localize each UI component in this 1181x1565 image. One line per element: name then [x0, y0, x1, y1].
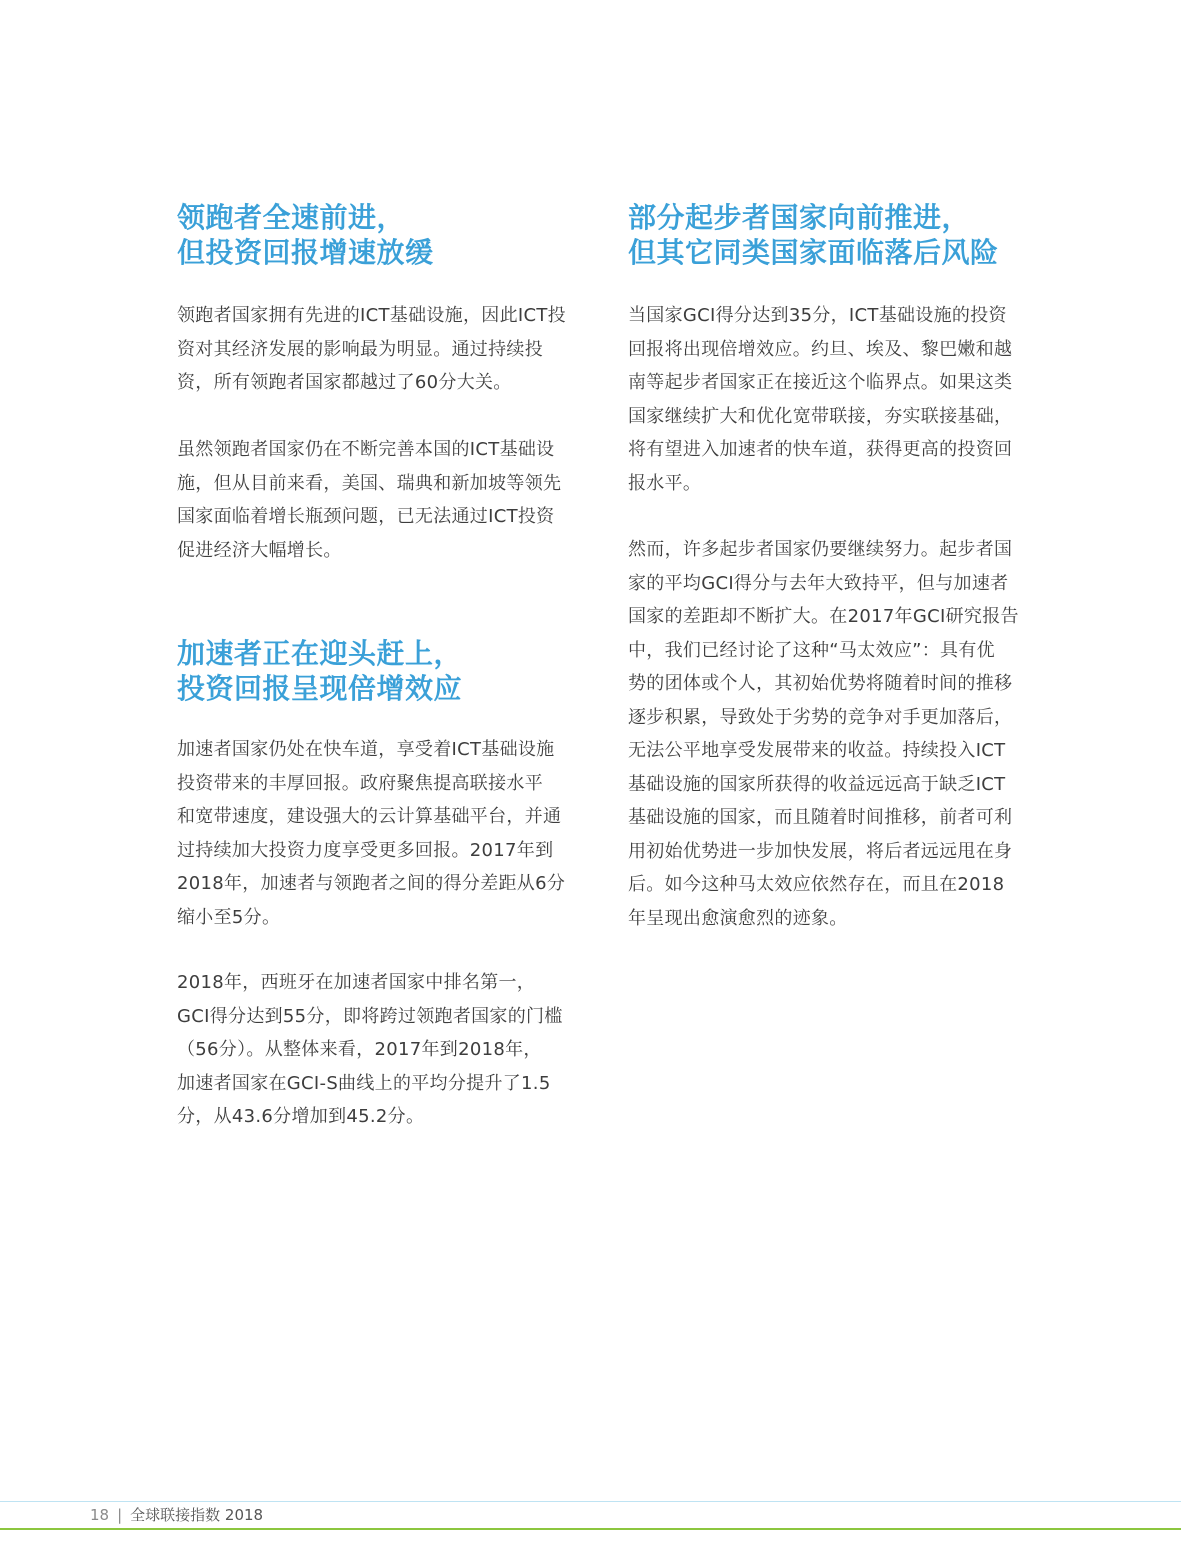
text-line: 用初始优势进一步加快发展，将后者远远甩在身	[628, 840, 1013, 862]
text-line: 投资带来的丰厚回报。政府聚焦提高联接水平	[177, 772, 543, 794]
text-line: 国家面临着增长瓶颈问题，已无法通过ICT投资	[177, 506, 555, 527]
text-line: 缩小至5分。	[177, 906, 281, 928]
text-line: 逐步积累，导致处于劣势的竞争对手更加落后，	[628, 706, 1013, 728]
text-line: 国家的差距却不断扩大。在2017年GCI研究报告	[628, 606, 1019, 627]
text-line: 中，我们已经讨论了这种“马太效应”：具有优	[628, 639, 995, 661]
footer-divider-top	[0, 1501, 1181, 1502]
heading-line: 但其它同类国家面临落后风险	[628, 236, 999, 269]
heading-line: 部分起步者国家向前推进，	[628, 201, 971, 234]
section-heading-accelerators	[177, 636, 462, 706]
paragraph-starters-2	[628, 533, 1019, 935]
paragraph-accelerators-2	[177, 966, 563, 1134]
text-line: 基础设施的国家所获得的收益远远高于缺乏ICT	[628, 773, 1006, 795]
text-line: 南等起步者国家正在接近这个临界点。如果这类	[628, 372, 1013, 393]
page-footer	[90, 1505, 263, 1525]
text-line: 势的团体或个人，其初始优势将随着时间的推移	[628, 673, 1013, 694]
text-line: 施，但从目前来看，美国、瑞典和新加坡等领先	[177, 472, 562, 494]
text-line: 将有望进入加速者的快车道，获得更高的投资回	[628, 439, 1013, 460]
text-line: 然而，许多起步者国家仍要继续努力。起步者国	[628, 539, 1013, 560]
text-line: 家的平均GCI得分与去年大致持平，但与加速者	[628, 572, 1009, 594]
text-line: GCI得分达到55分，即将跨过领跑者国家的门槛	[177, 1005, 563, 1027]
text-line: 领跑者国家拥有先进的ICT基础设施，因此ICT投	[177, 305, 566, 326]
text-line: 分，从43.6分增加到45.2分。	[177, 1106, 425, 1127]
text-line: 报水平。	[628, 472, 702, 494]
text-line: 无法公平地享受发展带来的收益。持续投入ICT	[628, 740, 1006, 761]
footer-separator: |	[117, 1506, 123, 1524]
text-line: 加速者国家在GCI-S曲线上的平均分提升了1.5	[177, 1072, 551, 1094]
footer-title: 全球联接指数 2018	[130, 1506, 264, 1524]
heading-line: 加速者正在迎头赶上，	[177, 637, 463, 670]
footer-divider-bottom	[0, 1528, 1181, 1530]
text-line: 2018年，加速者与领跑者之间的得分差距从6分	[177, 873, 566, 894]
heading-line: 投资回报呈现倍增效应	[177, 672, 463, 705]
text-line: 当国家GCI得分达到35分，ICT基础设施的投资	[628, 305, 1007, 326]
text-line: 回报将出现倍增效应。约旦、埃及、黎巴嫩和越	[628, 338, 1013, 360]
text-line: 国家继续扩大和优化宽带联接，夯实联接基础，	[628, 405, 1013, 427]
heading-line: 领跑者全速前进，	[177, 201, 406, 234]
text-line: 资对其经济发展的影响最为明显。通过持续投	[177, 338, 543, 360]
section-heading-starters	[628, 200, 999, 270]
section-heading-leaders	[177, 200, 434, 270]
text-line: 虽然领跑者国家仍在不断完善本国的ICT基础设	[177, 439, 555, 460]
heading-line: 但投资回报增速放缓	[177, 236, 434, 269]
text-line: 促进经济大幅增长。	[177, 539, 342, 561]
paragraph-leaders-2	[177, 433, 561, 567]
paragraph-leaders-1	[177, 299, 566, 400]
text-line: 后。如今这种马太效应依然存在，而且在2018	[628, 874, 1005, 895]
text-line: 加速者国家仍处在快车道，享受着ICT基础设施	[177, 739, 555, 760]
text-line: 年呈现出愈演愈烈的迹象。	[628, 907, 848, 929]
text-line: 和宽带速度，建设强大的云计算基础平台，并通	[177, 806, 562, 827]
text-line: （56分）。从整体来看，2017年到2018年，	[177, 1039, 542, 1060]
text-line: 过持续加大投资力度享受更多回报。2017年到	[177, 839, 554, 861]
text-line: 基础设施的国家，而且随着时间推移，前者可利	[628, 807, 1013, 828]
page-number: 18	[90, 1506, 110, 1524]
paragraph-accelerators-1	[177, 733, 565, 934]
paragraph-starters-1	[628, 299, 1012, 500]
text-line: 资，所有领跑者国家都越过了60分大关。	[177, 372, 512, 393]
text-line: 2018年，西班牙在加速者国家中排名第一，	[177, 972, 536, 993]
